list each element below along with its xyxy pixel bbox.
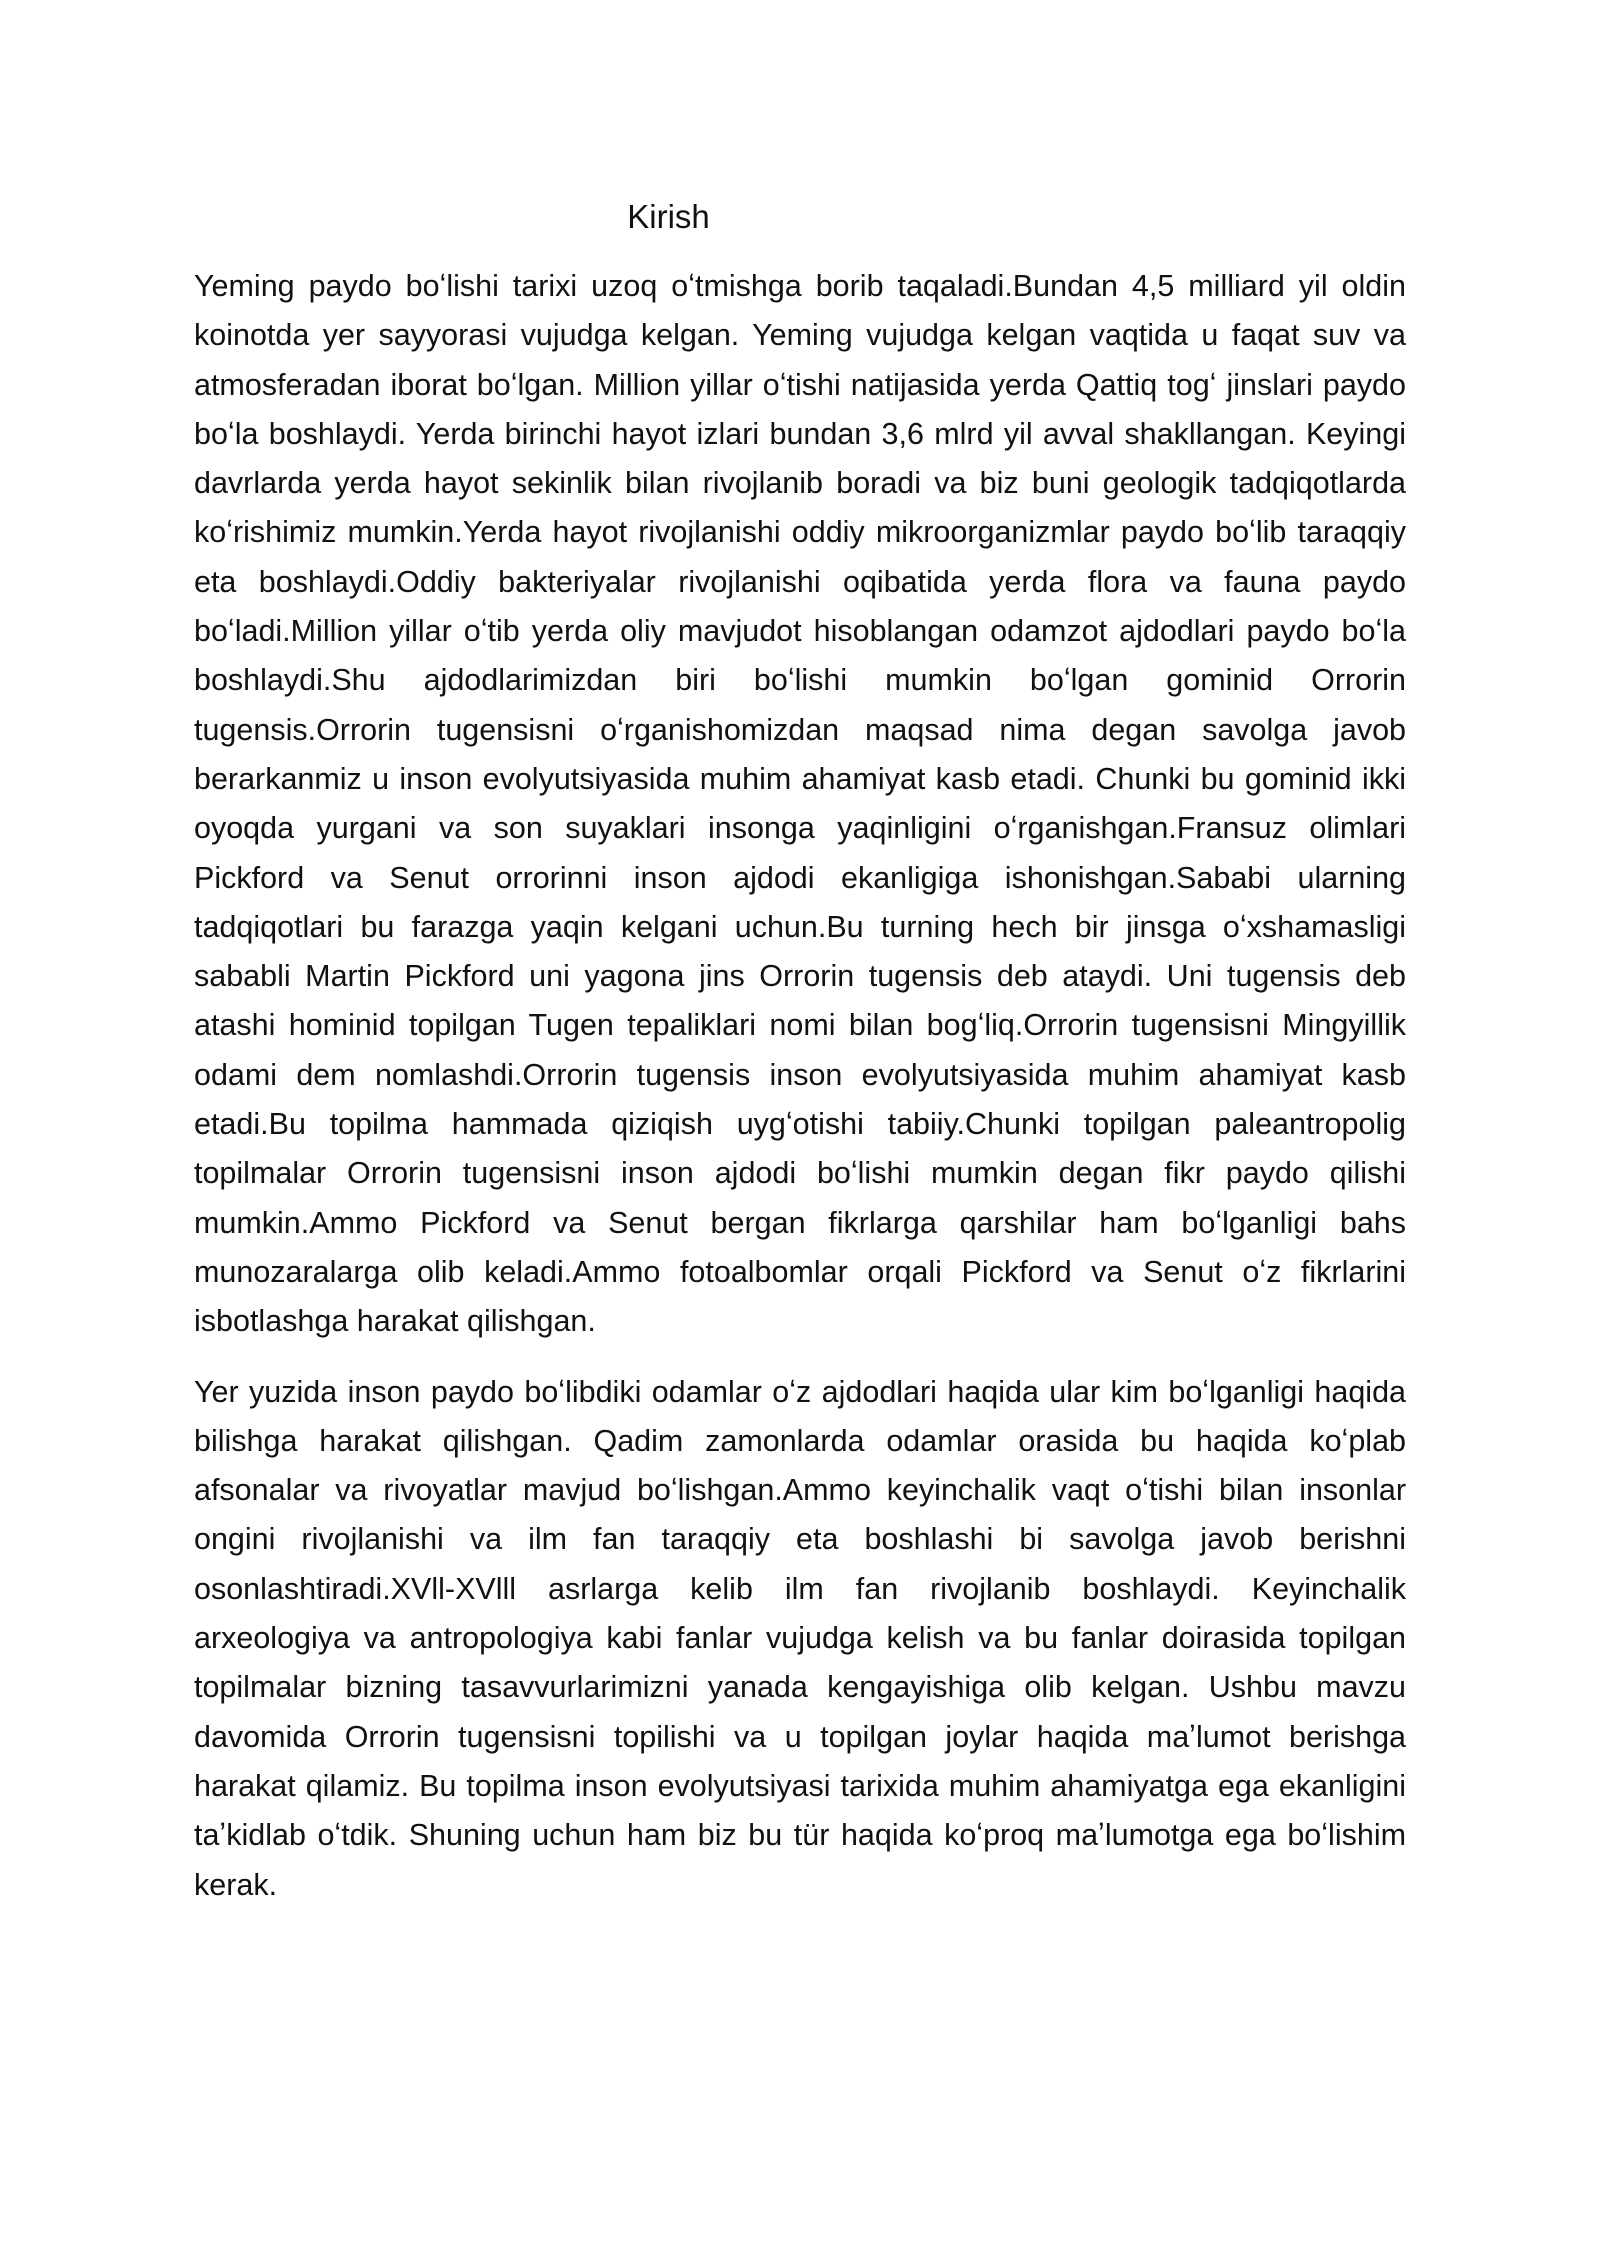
paragraph-1: Yeming paydo boʻlishi tarixi uzoq oʻtmishga borib taqaladi.Bundan 4,5 milliard yil oldin koinotda yer sayyorasi vujudga kelgan. Yeming vujudga kelgan vaqtida u faqat suv va atmosferadan iborat boʻlgan. Million yillar oʻtishi natijasida yerda Qattiq togʻ jinslari paydo boʻla boshlaydi. Yerda birinchi hayot izlari bundan 3,6 mlrd yil avval shakllangan. Keyingi davrlarda yerda hayot sekinlik bilan rivojlanib boradi va biz buni geologik tadqiqotlarda koʻrishimiz mumkin.Yerda hayot rivojlanishi oddiy mikroorganizmlar paydo boʻlib taraqqiy eta boshlaydi.Oddiy bakteriyalar rivojlanishi oqibatida yerda flora va fauna paydo boʻladi.Million yillar oʻtib yerda oliy mavjudot hisoblangan odamzot ajdodlari paydo boʻla boshlaydi.Shu ajdodlarimizdan biri boʻlishi mumkin boʻlgan gominid Orrorin tugensis.Orrorin tugensisni oʻrganishomizdan maqsad nima degan savolga javob berarkanmiz u inson evolyutsiyasida muhim ahamiyat kasb etadi. Chunki bu gominid ikki oyoqda yurgani va son suyaklari insonga yaqinligini oʻrganishgan.Fransuz olimlari Pickford va Senut orrorinni inson ajdodi ekanligiga ishonishgan.Sababi ularning tadqiqotlari bu farazga yaqin kelgani uchun.Bu turning hech bir jinsga oʻxshamasligi sababli Martin Pickford uni yagona jins Orrorin tugensis deb ataydi. Uni tugensis deb atashi hominid topilgan Tugen tepaliklari nomi bilan bogʻliq.Orrorin tugensisni Mingyillik odami dem nomlashdi.Orrorin tugensis inson evolyutsiyasida muhim ahamiyat kasb etadi.Bu topilma hammada qiziqish uygʻotishi tabiiy.Chunki topilgan paleantropolig topilmalar Orrorin tugensisni inson ajdodi boʻlishi mumkin degan fikr paydo qilishi mumkin.Ammo Pickford va Senut bergan fikrlarga qarshilar ham boʻlganligi bahs munozaralarga olib keladi.Ammo fotoalbomlar orqali Pickford va Senut oʻz fikrlarini isbotlashga harakat qilishgan. [194, 269, 1406, 1339]
paragraph-2: Yer yuzida inson paydo boʻlibdiki odamlar oʻz ajdodlari haqida ular kim boʻlganligi haqida bilishga harakat qilishgan. Qadim zamonlarda odamlar orasida bu haqida koʻplab afsonalar va rivoyatlar mavjud boʻlishgan.Ammo keyinchalik vaqt oʻtishi bilan insonlar ongini rivojlanishi va ilm fan taraqqiy eta boshlashi bi savolga javob berishni osonlashtiradi.XVll-XVlll asrlarga kelib ilm fan rivojlanib boshlaydi. Keyinchalik arxeologiya va antropologiya kabi fanlar vujudga kelish va bu fanlar doirasida topilgan topilmalar bizning tasavvurlarimizni yanada kengayishiga olib kelgan. Ushbu mavzu davomida Orrorin tugensisni topilishi va u topilgan joylar haqida maʼlumot berishga harakat qilamiz. Bu topilma inson evolyutsiyasi tarixida muhim ahamiyatga ega ekanligini taʼkidlab oʻtdik. Shuning uchun ham biz bu tür haqida koʻproq maʼlumotga ega boʻlishim kerak. [194, 1374, 1406, 1902]
document-heading: Kirish [627, 198, 710, 235]
document-body [194, 262, 1406, 1931]
